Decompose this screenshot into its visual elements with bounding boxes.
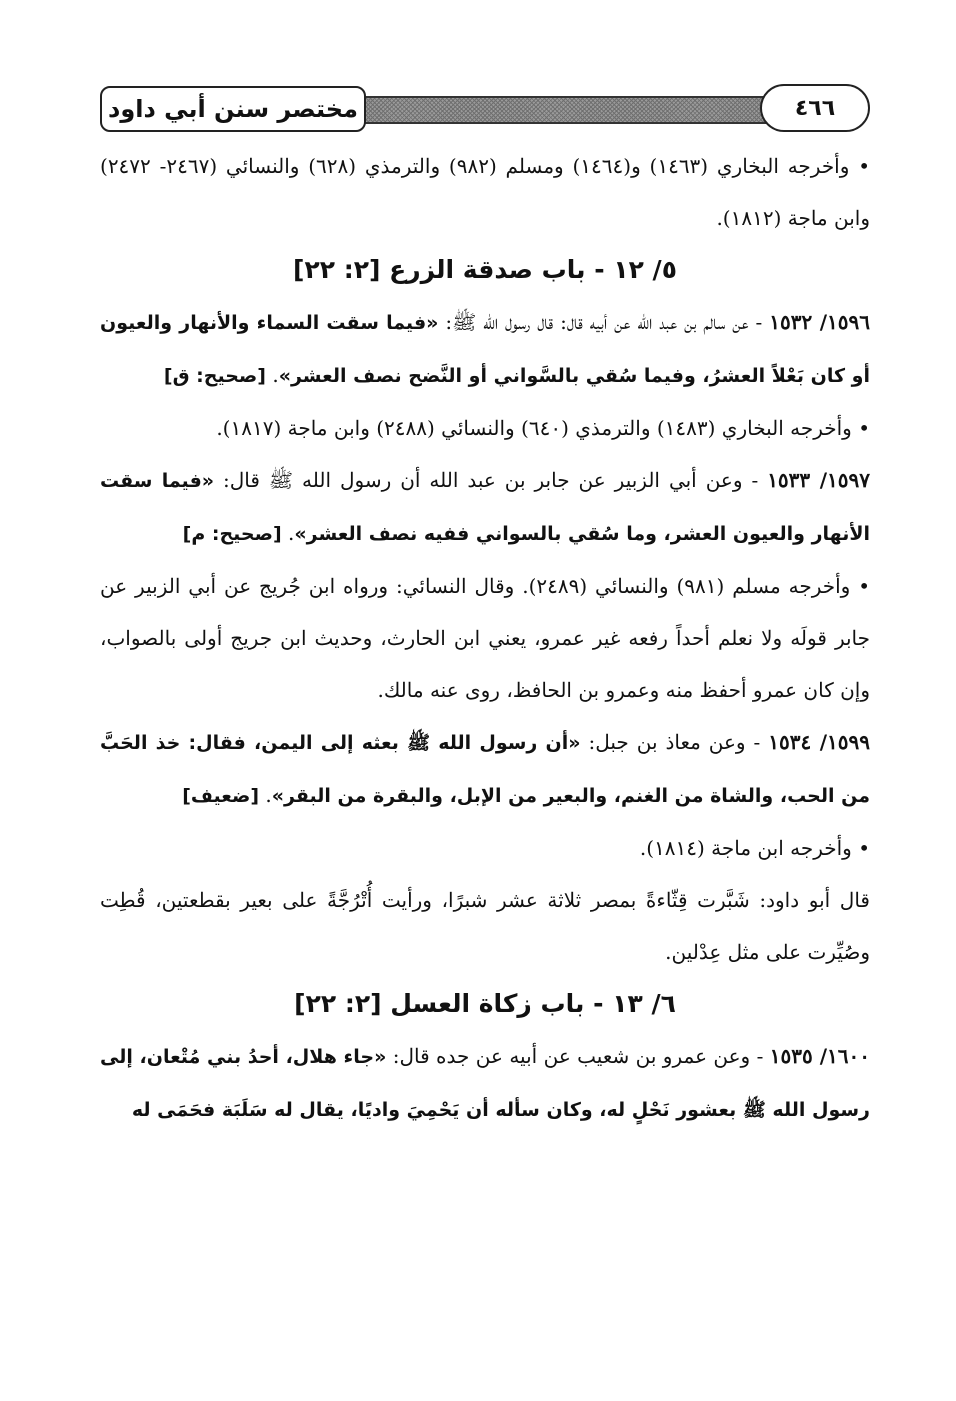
hadith-punct: . — [272, 363, 279, 387]
book-title-box — [100, 86, 366, 132]
hadith-grade: [صحيح: ق] — [163, 365, 266, 387]
hadith-number: ١٥٩٦/ ١٥٣٢ — [769, 310, 870, 334]
hadith-punct: . — [281, 521, 295, 545]
hadith-grade: [صحيح: م] — [182, 523, 282, 545]
hadith-number: ١٦٠٠/ ١٥٣٥ — [769, 1044, 870, 1068]
hadith-punct: . — [259, 783, 272, 807]
reference-note: • وأخرجه مسلم (٩٨١) والنسائي (٢٤٨٩). وقال النسائي: ورواه ابن جُريج عن أبي الزبير عن جابر قولَه ولا نعلم أحداً رفعه غير عمرو، يعني ابن الحارث، وحديث ابن جريج أولى بالصواب، وإن كان عمرو أحفظ منه وعمرو بن الحافظ، روى عنه مالك. — [100, 560, 870, 716]
hadith-entry — [100, 1030, 870, 1136]
hadith-number: ١٥٩٧/ ١٥٣٣ — [767, 468, 870, 492]
page-number: ٤٦٦ — [794, 95, 836, 121]
hadith-grade: [ضعيف] — [182, 785, 260, 807]
hadith-chain: - وعن معاذ بن جبل: — [580, 730, 769, 754]
hadith-text: «جاء هلال، أحدُ بني مُتْعان، إلى رسول الله ﷺ بعشور نَحْلٍ له، وكان سأله أن يَحْمِيَ واديًا، يقال له سَلَبَة فحَمَى له — [100, 1046, 870, 1121]
reference-note: • وأخرجه ابن ماجة (١٨١٤). — [100, 822, 870, 874]
hadith-entry — [100, 716, 870, 822]
hadith-chain: - عن سالم بن عبد الله عن أبيه قال: قال رسول الله ﷺ: — [438, 310, 770, 334]
page-header — [100, 82, 870, 134]
chapter-heading: ٥/ ١٢ - باب صدقة الزرع [٢: ٢٢] — [293, 255, 677, 284]
hadith-number: ١٥٩٩/ ١٥٣٤ — [768, 730, 871, 754]
header-decorative-band — [300, 96, 810, 124]
hadith-text: «أن رسول الله ﷺ بعثه إلى اليمن، فقال: خذ الحَبَّ من الحب، والشاة من الغنم، والبعير من الإبل، والبقرة من البقر» — [100, 732, 870, 807]
hadith-entry — [100, 296, 870, 402]
book-title: مختصر سنن أبي داود — [108, 95, 358, 123]
reference-note: • وأخرجه البخاري (١٤٨٣) والترمذي (٦٤٠) والنسائي (٢٤٨٨) وابن ماجة (١٨١٧). — [100, 402, 870, 454]
author-comment: قال أبو داود: شَبَّرت قِثّاءةً بمصر ثلاثة عشر شبرًا، ورأيت أُتْرُجَّةً على بعير بقطعتين، قُطِت وصُيِّرت على مثل عِدْلين. — [100, 888, 870, 964]
chapter-heading: ٦/ ١٣ - باب زكاة العسل [٢: ٢٢] — [294, 989, 676, 1018]
hadith-text: «فيما سقت الأنهار والعيون العشر، وما سُقي بالسواني ففيه نصف العشر» — [100, 470, 870, 545]
hadith-chain: - وعن عمرو بن شعيب عن أبيه عن جده قال: — [386, 1044, 770, 1068]
page-number-box — [760, 84, 870, 132]
page-body — [100, 140, 870, 1136]
reference-note: • وأخرجه البخاري (١٤٦٣) و(١٤٦٤) ومسلم (٩٨٢) والترمذي (٦٢٨) والنسائي (٢٤٦٧- ٢٤٧٢) وابن ماجة (١٨١٢). — [100, 140, 870, 244]
hadith-text: «فيما سقت السماء والأنهار والعيون أو كان بَعْلاً العشرُ، وفيما سُقي بالسَّواني أو النَّضح نصف العشر» — [100, 312, 870, 387]
hadith-chain: - وعن أبي الزبير عن جابر بن عبد الله أن رسول الله ﷺ قال: — [214, 468, 768, 492]
hadith-entry — [100, 454, 870, 560]
